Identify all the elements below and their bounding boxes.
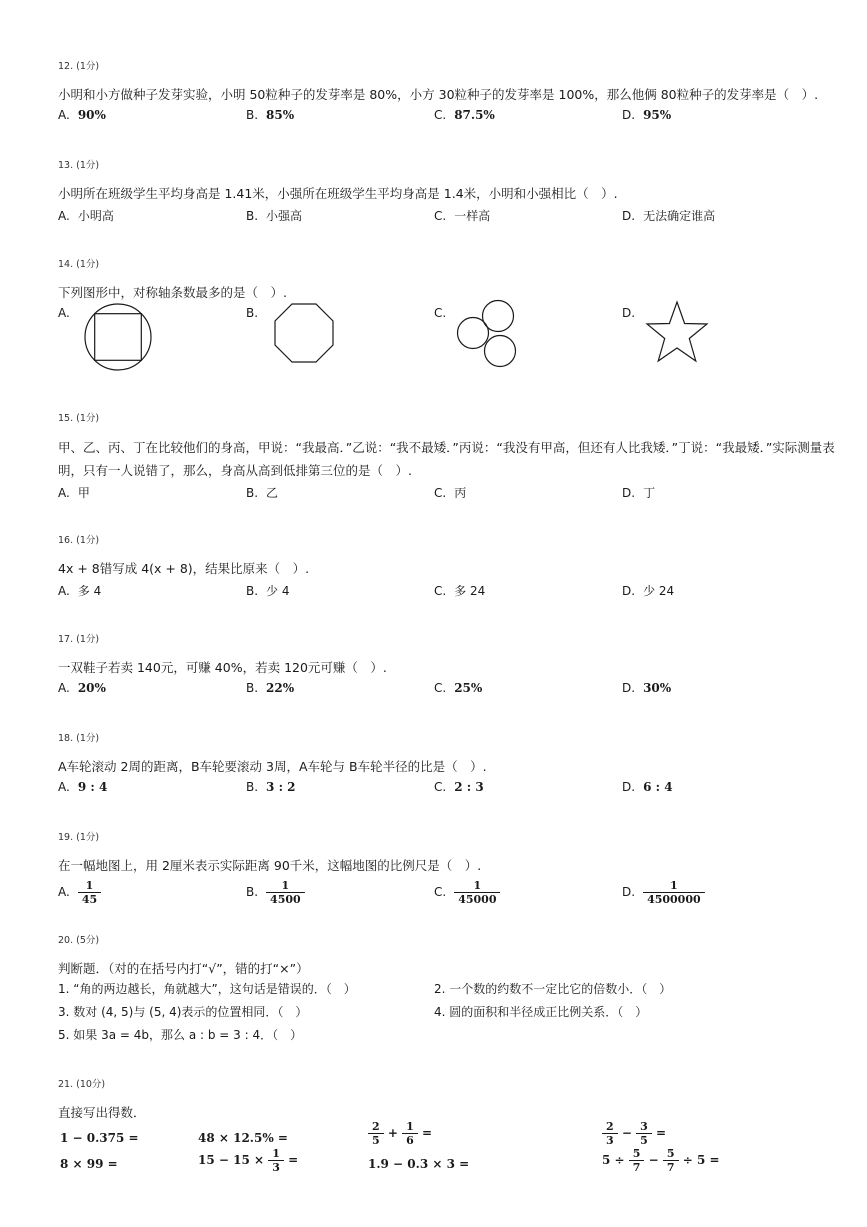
question-header: 14. (1分) bbox=[58, 259, 100, 270]
option-d[interactable]: D. 无法确定谁高 bbox=[622, 209, 716, 223]
question-header: 12. (1分) bbox=[58, 61, 100, 72]
question-15 bbox=[58, 410, 848, 504]
star-figure bbox=[644, 300, 710, 364]
option-c[interactable]: C. 25% bbox=[434, 681, 483, 695]
option-d[interactable]: D. 丁 bbox=[622, 486, 656, 500]
fraction: $\frac{1}{45}$ bbox=[78, 879, 101, 906]
question-header: 17. (1分) bbox=[58, 634, 100, 645]
option-a[interactable]: A. 小明高 bbox=[58, 209, 114, 223]
question-stem: 小明所在班级学生平均身高是 1.41米，小强所在班级学生平均身高是 1.4米，小明和小强相比（ ）. bbox=[58, 186, 618, 201]
options bbox=[58, 780, 848, 800]
option-c[interactable]: C. 一样高 bbox=[434, 209, 491, 223]
question-header: 18. (1分) bbox=[58, 733, 100, 744]
calc-item: 8 × 99 = bbox=[60, 1157, 118, 1171]
option-a[interactable]: A. 多 4 bbox=[58, 584, 102, 598]
options bbox=[58, 306, 848, 376]
option-d[interactable]: D. bbox=[622, 306, 643, 320]
question-header: 21. (10分) bbox=[58, 1079, 106, 1090]
question-header: 19. (1分) bbox=[58, 832, 100, 843]
judge-item-5[interactable]: 5. 如果 3a = 4b，那么 a : b = 3 : 4．（ ） bbox=[58, 1028, 303, 1042]
option-b[interactable]: B. 85% bbox=[246, 108, 295, 122]
calc-item: 48 × 12.5% = bbox=[198, 1131, 288, 1145]
option-c[interactable]: C. bbox=[434, 306, 454, 320]
calc-item: 15 − 15 × $\frac{1}{3}$ = bbox=[198, 1147, 299, 1174]
calc-item: $\frac{2}{5}$ + $\frac{1}{6}$ = bbox=[368, 1120, 432, 1147]
judge-item-2[interactable]: 2. 一个数的约数不一定比它的倍数小．（ ） bbox=[434, 982, 672, 996]
option-a[interactable]: A. bbox=[58, 306, 78, 320]
question-17 bbox=[58, 631, 848, 701]
option-b[interactable]: B. 少 4 bbox=[246, 584, 290, 598]
question-header: 16. (1分) bbox=[58, 535, 100, 546]
question-stem: 直接写出得数． bbox=[58, 1105, 146, 1120]
question-stem: A车轮滚动 2周的距离，B车轮要滚动 3周，A车轮与 B车轮半径的比是（ ）. bbox=[58, 759, 487, 774]
question-18 bbox=[58, 730, 848, 800]
option-d[interactable]: D. 少 24 bbox=[622, 584, 675, 598]
option-c[interactable]: C. $\frac{1}{45000}$ bbox=[434, 879, 500, 906]
option-c[interactable]: C. 87.5% bbox=[434, 108, 495, 122]
circle-with-square-figure bbox=[82, 301, 154, 373]
octagon-figure bbox=[272, 301, 336, 365]
question-20 bbox=[58, 932, 848, 1049]
three-circles-figure bbox=[456, 298, 522, 370]
question-14 bbox=[58, 256, 848, 376]
option-a[interactable]: A. $\frac{1}{45}$ bbox=[58, 879, 101, 906]
question-16 bbox=[58, 532, 848, 602]
judge-item-4[interactable]: 4. 圆的面积和半径成正比例关系．（ ） bbox=[434, 1005, 648, 1019]
question-19 bbox=[58, 829, 848, 913]
options bbox=[58, 582, 848, 602]
calc-item: 1.9 − 0.3 × 3 = bbox=[368, 1157, 470, 1171]
judge-row bbox=[58, 1003, 848, 1026]
question-stem: 4x + 8错写成 4(x + 8)，结果比原来（ ）. bbox=[58, 561, 310, 576]
question-header: 20. (5分) bbox=[58, 935, 100, 946]
option-d[interactable]: D. 6 : 4 bbox=[622, 780, 673, 794]
options bbox=[58, 108, 848, 128]
option-a[interactable]: A. 9 : 4 bbox=[58, 780, 108, 794]
option-a[interactable]: A. 20% bbox=[58, 681, 106, 695]
judge-row bbox=[58, 980, 848, 1003]
fraction: $\frac{1}{4500}$ bbox=[266, 879, 305, 906]
option-b[interactable]: B. bbox=[246, 306, 266, 320]
question-stem: 在一幅地图上，用 2厘米表示实际距离 90千米，这幅地图的比例尺是（ ）. bbox=[58, 858, 482, 873]
fraction: $\frac{1}{4500000}$ bbox=[643, 879, 705, 906]
question-12 bbox=[58, 58, 848, 128]
option-c[interactable]: C. 多 24 bbox=[434, 584, 486, 598]
fraction: $\frac{1}{45000}$ bbox=[454, 879, 500, 906]
option-a[interactable]: A. 90% bbox=[58, 108, 106, 122]
judge-item-1[interactable]: 1. “角的两边越长，角就越大”，这句话是错误的．（ ） bbox=[58, 982, 356, 996]
judge-item-3[interactable]: 3. 数对 (4, 5)与 (5, 4)表示的位置相同．（ ） bbox=[58, 1005, 308, 1019]
option-b[interactable]: B. $\frac{1}{4500}$ bbox=[246, 879, 305, 906]
option-c[interactable]: C. 2 : 3 bbox=[434, 780, 484, 794]
options bbox=[58, 484, 848, 504]
question-stem: 一双鞋子若卖 140元，可赚 40%，若卖 120元可赚（ ）. bbox=[58, 660, 387, 675]
question-21 bbox=[58, 1076, 848, 1124]
question-stem: 判断题．（对的在括号内打“√”，错的打“×”） bbox=[58, 961, 309, 976]
question-stem: 下列图形中，对称轴条数最多的是（ ）. bbox=[58, 285, 287, 300]
options bbox=[58, 681, 848, 701]
option-b[interactable]: B. 乙 bbox=[246, 486, 279, 500]
question-stem: 小明和小方做种子发芽实验，小明 50粒种子的发芽率是 80%，小方 30粒种子的发芽率是 100%，那么他俩 80粒种子的发芽率是（ ）. bbox=[58, 87, 819, 102]
calc-item: 1 − 0.375 = bbox=[60, 1131, 139, 1145]
options bbox=[58, 207, 848, 227]
question-stem: 甲、乙、丙、丁在比较他们的身高，甲说：“我最高．”乙说：“我不最矮．”丙说：“我没有甲高，但还有人比我矮．”丁说：“我最矮．”实际测量表明，只有一人说错了，那么，身高从高到低排第三位的是（ ）. bbox=[58, 440, 835, 478]
question-13 bbox=[58, 157, 848, 227]
option-c[interactable]: C. 丙 bbox=[434, 486, 467, 500]
option-b[interactable]: B. 3 : 2 bbox=[246, 780, 296, 794]
option-b[interactable]: B. 小强高 bbox=[246, 209, 303, 223]
option-b[interactable]: B. 22% bbox=[246, 681, 295, 695]
judge-row bbox=[58, 1026, 848, 1049]
options bbox=[58, 879, 848, 913]
calc-item: 5 ÷ $\frac{5}{7}$ − $\frac{5}{7}$ ÷ 5 = bbox=[602, 1147, 720, 1174]
option-d[interactable]: D. 30% bbox=[622, 681, 672, 695]
question-header: 13. (1分) bbox=[58, 160, 100, 171]
option-a[interactable]: A. 甲 bbox=[58, 486, 90, 500]
question-header: 15. (1分) bbox=[58, 413, 100, 424]
calc-item: $\frac{2}{3}$ − $\frac{3}{5}$ = bbox=[602, 1120, 666, 1147]
option-d[interactable]: D. 95% bbox=[622, 108, 672, 122]
option-d[interactable]: D. $\frac{1}{4500000}$ bbox=[622, 879, 705, 906]
